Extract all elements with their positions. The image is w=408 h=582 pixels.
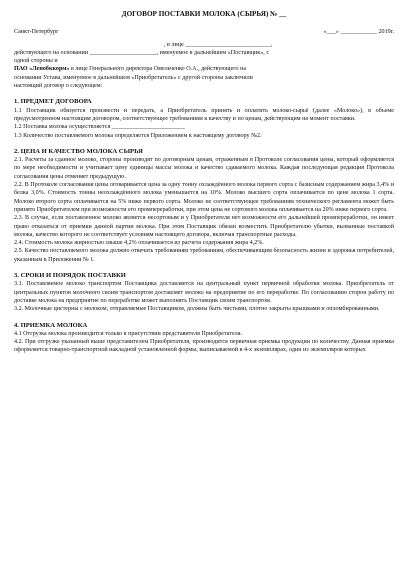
section-2-heading: 2. ЦЕНА И КАЧЕСТВО МОЛОКА СЫРЬЯ [14, 147, 143, 155]
clause-2-5: 2.5. Качество поставляемого молока должно отвечать требованиям требованиям, обеспечивающим безопасность жизни и здоровья потребителей, указанным в Приложении № 1. [14, 248, 394, 263]
clause-1-3: 1.3 Количество поставляемого молока определяется Приложением к настоящему договору №2. [14, 132, 262, 139]
section-3 [14, 272, 394, 313]
supplier-name-blank [14, 41, 164, 49]
clause-3-1: 3.1. Поставляемое молоко транспортом Поставщика доставляется на центральный пункт первичной обработки молока. Приобретатель от центральных пунктов молочного своим транспортом доставляет молоко на предприятие по его переработке. По согласованию сторон работу по доставке молока на предприятие по переработке может выполнять Поставщик своим транспортом. [14, 281, 394, 304]
parties-line-1-text: , в лице ____________________________, [164, 41, 273, 48]
clause-2-1: 2.1. Расчеты за сданное молоко, стороны производят по договорным ценам, отраженным в Протоколе согласования цены, который оформляется по мере необходимости и учитывает цену единицы массы молока и качество сдаваемого молока. Каждая последующая редакция Протокола согласования цены отменяет предыдущую. [14, 157, 394, 180]
section-1-heading: 1. ПРЕДМЕТ ДОГОВОРА [14, 98, 92, 106]
clause-2-2: 2.2. В Протоколе согласования цены оговаривается цена за одну тонну охлаждённого молока первого сорта с базисным содержанием жира 3,4% и белка 3,0%. Стоимость тонны неохлаждённого молока уменьшается на 10%. Молоко высшего сорта оплачивается по цене молока 1 сорта. Молоко второго сорта оплачивается на 5% ниже первого сорта. Молоко не соответствующее требованиям технического регламента может быть принято Приобретателем при возможности его промпереработки, при этом цена не сортового молока оплачивается на 20% ниже первого сорта. [14, 182, 394, 213]
parties-line-3: одной стороны и [14, 58, 58, 65]
parties-line-5: основании Устава, именуемое в дальнейшем «Приобретатель» с другой стороны заключили [14, 74, 253, 81]
clause-2-3: 2.3. В случае, если поставленное молоко является несортовым и у Приобретателя нет возможности его дальнейшей промпереработки, он имеет право отказаться от приемки данной партии молока. При этом Поставщик обязан возместить Приобретателю убытки, вызванные поставкой молока, качество которого не соответствует условиям настоящего договора, включая транспортные расходы. [14, 215, 394, 238]
section-2 [14, 148, 394, 264]
clause-2-4: 2.4. Стоимость молока жирностью свыше 4,2% оплачивается из расчета содержания жира 4,2%. [14, 240, 264, 247]
clause-1-2: 1.2 Поставка молока осуществляется ________________________ [14, 124, 185, 131]
section-3-heading: 3. СРОКИ И ПОРЯДОК ПОСТАВКИ [14, 272, 126, 280]
section-4 [14, 322, 394, 355]
clause-4-2: 4.2. При отгрузке указанный выше представителем Приобретателя, производится первичная приемка продукции по количеству. Данная приемка оформляется товарно-транспортной накладной установленной формы, выписываемой в 4-х экземплярах, один из экземпляров которых [14, 339, 394, 354]
section-4-heading: 4. ПРИЕМКА МОЛОКА [14, 321, 88, 329]
parties-block [14, 41, 394, 91]
parties-line-4-text: в лице Генерального директора Омельченко О.А., действующего на [69, 66, 247, 73]
document-title: ДОГОВОР ПОСТАВКИ МОЛОКА (СЫРЬЯ) № __ [121, 10, 287, 18]
parties-line-1 [14, 41, 394, 49]
contract-date: «___» ____________ 2019г. [323, 29, 394, 36]
parties-line-4 [14, 65, 394, 73]
clause-3-2: 3.2. Молочные цистерны с молоком, отправляемые Поставщиком, должны быть чистыми, плотно закрыты крышками и опломбированными. [14, 306, 380, 313]
parties-line-6: настоящий договор о следующем: [14, 83, 103, 90]
city-date-row [14, 28, 394, 36]
city: Санкт-Петербург [14, 29, 59, 36]
clause-4-1: 4.1 Отгрузка молока производится только в присутствии представителя Приобретателя. [14, 330, 243, 337]
section-1 [14, 98, 394, 139]
parties-line-2: действующего на основании ______________________, именуемое в дальнейшем «Поставщик», с [14, 49, 270, 56]
clause-1-1: 1.1 Поставщик обязуется произвести и передать, а Приобретатель принять и оплатить молоко-сырьё (далее «Молоко»), в объеме предусмотренном настоящим договором, соответствующее требованиям к качеству и по ценам, действующим на момент поставки. [14, 107, 394, 122]
buyer-name: ПАО «Ленобккорм» [14, 66, 70, 73]
